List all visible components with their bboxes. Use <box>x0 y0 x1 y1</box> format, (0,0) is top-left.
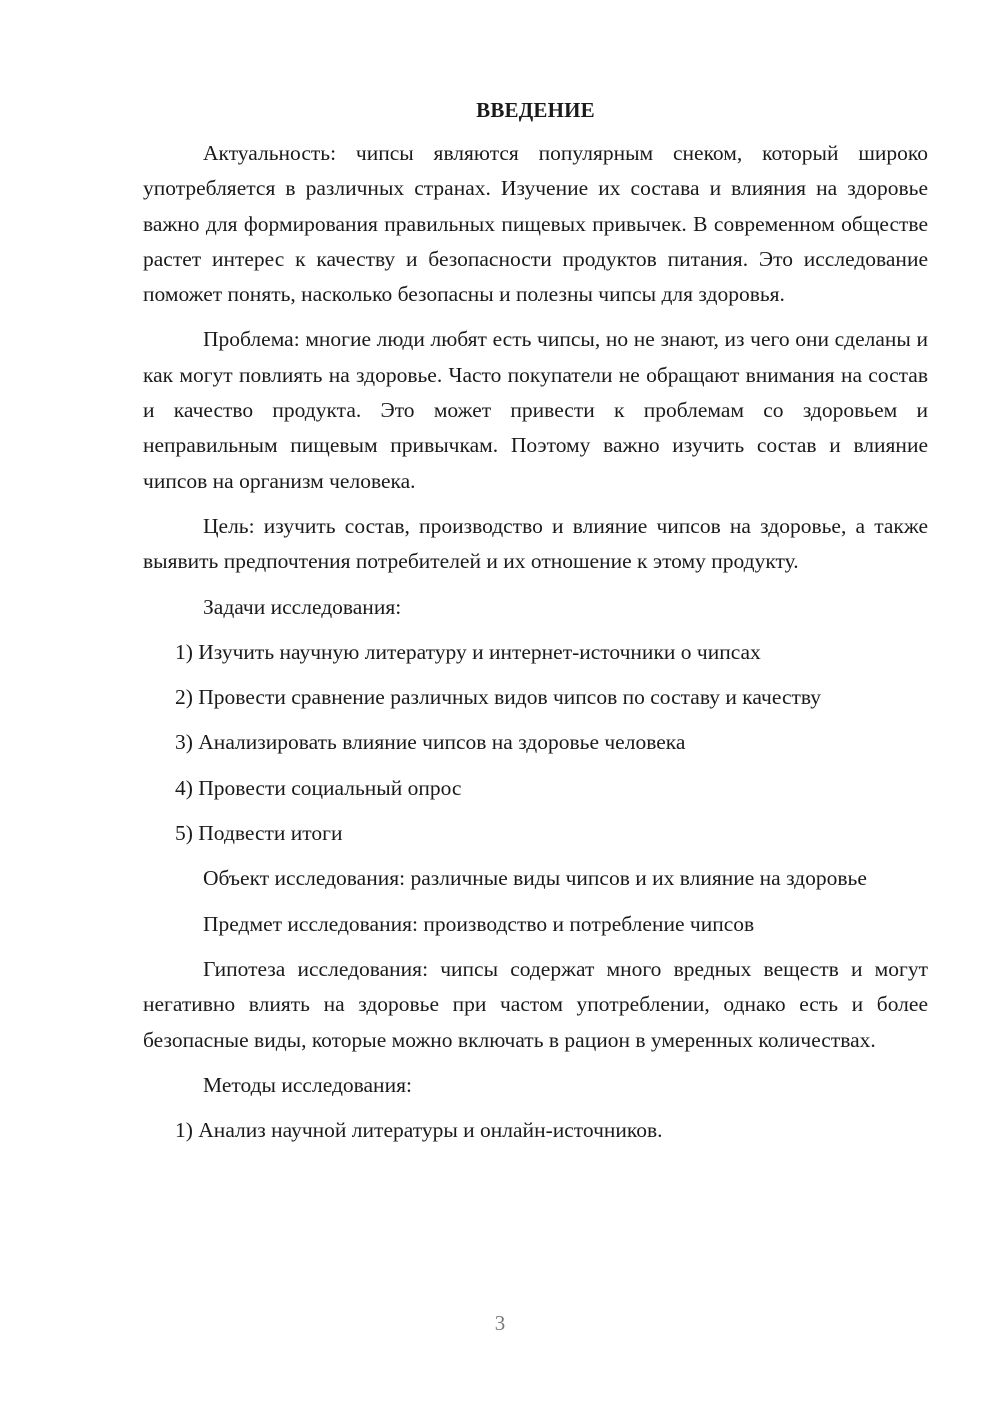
paragraph-hypothesis: Гипотеза исследования: чипсы содержат много вредных веществ и могут негативно влиять на здоровье при частом употреблении, однако есть и более безопасные виды, которые можно включать в рацион в умеренных количествах. <box>143 956 928 1052</box>
page-content <box>143 94 928 1158</box>
section-title: ВВЕДЕНИЕ <box>476 98 595 122</box>
paragraph-relevance: Актуальность: чипсы являются популярным снеком, который широко употребляется в различных странах. Изучение их состава и влияния на здоровье важно для формирования правильных пищевых привычек. В современном обществе растет интерес к качеству и безопасности продуктов питания. Это исследование поможет понять, насколько безопасны и полезны чипсы для здоровья. <box>143 141 928 307</box>
method-item: 1) Анализ научной литературы и онлайн-источников. <box>175 1118 663 1143</box>
page-number: 3 <box>494 1311 506 1335</box>
paragraph-goal: Цель: изучить состав, производство и влияние чипсов на здоровье, а также выявить предпочтения потребителей и их отношение к этому продукту. <box>143 513 928 574</box>
task-item: 4) Провести социальный опрос <box>175 775 462 800</box>
tasks-heading: Задачи исследования: <box>203 594 402 619</box>
paragraph-object: Объект исследования: различные виды чипсов и их влияние на здоровье <box>203 866 867 891</box>
paragraph-subject: Предмет исследования: производство и потребление чипсов <box>203 911 755 936</box>
paragraph-problem: Проблема: многие люди любят есть чипсы, но не знают, из чего они сделаны и как могут повлиять на здоровье. Часто покупатели не обращают внимания на состав и качество продукта. Это может привести к проблемам со здоровьем и неправильным пищевым привычкам. Поэтому важно изучить состав и влияние чипсов на организм человека. <box>143 327 928 493</box>
task-item: 1) Изучить научную литературу и интернет-источники о чипсах <box>175 639 761 664</box>
task-item: 2) Провести сравнение различных видов чипсов по составу и качеству <box>175 685 822 710</box>
task-item: 5) Подвести итоги <box>175 821 343 846</box>
methods-heading: Методы исследования: <box>203 1072 412 1097</box>
task-item: 3) Анализировать влияние чипсов на здоровье человека <box>175 730 686 755</box>
